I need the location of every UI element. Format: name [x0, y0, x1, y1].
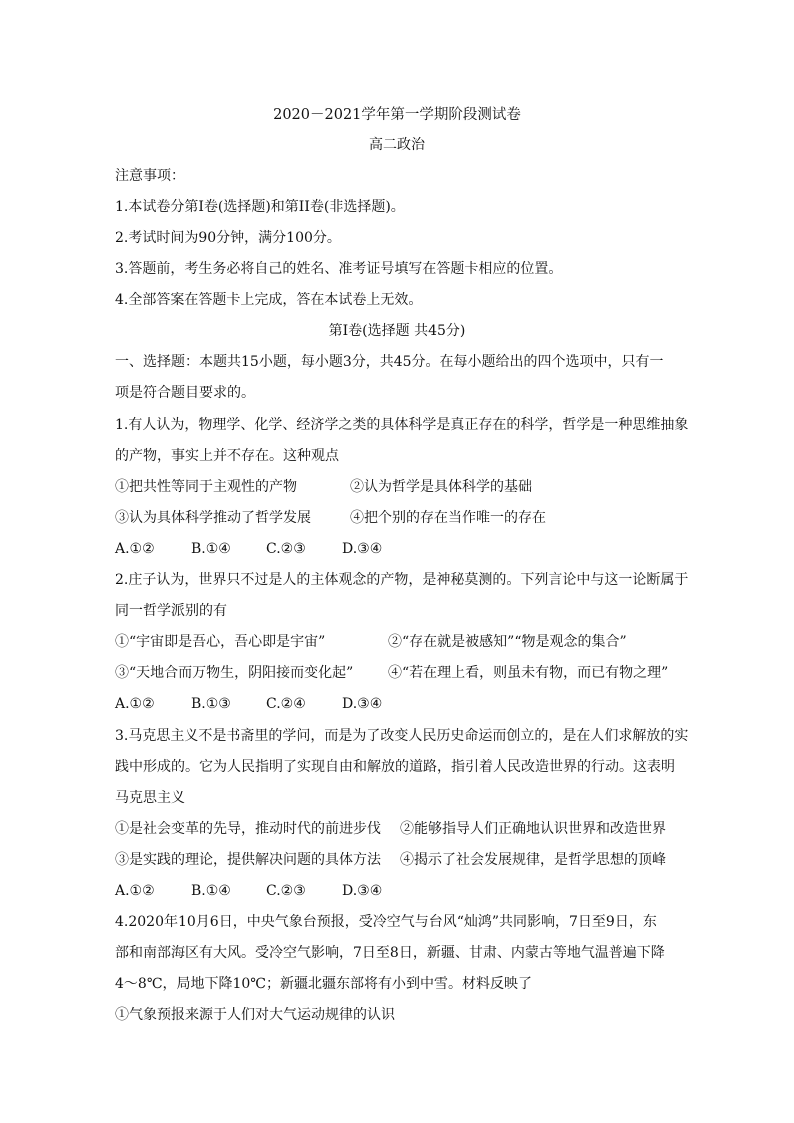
- answer-choice-b: B.①④: [191, 541, 231, 557]
- answer-choice-b: B.①④: [191, 883, 231, 899]
- question-stem: 的产物，事实上并不存在。这种观点: [115, 448, 339, 464]
- answer-choice-a: A.①②: [115, 696, 155, 712]
- statement: ④“若在理上看，则虽未有物，而已有物之理”: [388, 665, 669, 681]
- statement: ④揭示了社会发展规律，是哲学思想的顶峰: [400, 852, 666, 868]
- statement: ②认为哲学是具体科学的基础: [350, 479, 532, 495]
- note-item: 3.答题前，考生务必将自己的姓名、准考证号填写在答题卡相应的位置。: [115, 261, 563, 277]
- answer-choice-c: C.②③: [266, 541, 306, 557]
- statement: ②能够指导人们正确地认识世界和改造世界: [400, 821, 666, 837]
- notes-heading: 注意事项：: [115, 168, 185, 184]
- answer-choice-c: C.②④: [266, 696, 306, 712]
- statement: ③是实践的理论，提供解决问题的具体方法: [115, 852, 381, 868]
- statement: ③“天地合而万物生，阴阳接而变化起”: [115, 665, 354, 681]
- question-stem: 4.2020年10月6日，中央气象台预报，受冷空气与台风“灿鸿”共同影响，7日至9日，东: [115, 914, 657, 930]
- statement: ①气象预报来源于人们对大气运动规律的认识: [115, 1007, 395, 1023]
- section-intro: 项是符合题目要求的。: [115, 385, 255, 401]
- question-stem: 2.庄子认为，世界只不过是人的主体观念的产物，是神秘莫测的。下列言论中与这一论断属于: [115, 572, 689, 588]
- statement: ③认为具体科学推动了哲学发展: [115, 510, 311, 526]
- note-item: 2.考试时间为90分钟，满分100分。: [115, 230, 341, 246]
- exam-title: 2020－2021学年第一学期阶段测试卷: [273, 107, 521, 123]
- section-title: 第I卷(选择题 共45分): [328, 323, 466, 339]
- answer-choice-a: A.①②: [115, 541, 155, 557]
- exam-subject: 高二政治: [369, 137, 425, 153]
- question-stem: 4～8℃，局地下降10℃；新疆北疆东部将有小到中雪。材料反映了: [115, 976, 532, 992]
- question-stem: 3.马克思主义不是书斋里的学问，而是为了改变人民历史命运而创立的，是在人们求解放的实: [115, 728, 689, 744]
- question-stem: 践中形成的。它为人民指明了实现自由和解放的道路，指引着人民改造世界的行动。这表明: [115, 759, 675, 775]
- question-stem: 1.有人认为，物理学、化学、经济学之类的具体科学是真正存在的科学，哲学是一种思维抽象: [115, 417, 689, 433]
- answer-choice-c: C.②③: [266, 883, 306, 899]
- question-stem: 马克思主义: [115, 790, 185, 806]
- statement: ①把共性等同于主观性的产物: [115, 479, 297, 495]
- statement: ④把个别的存在当作唯一的存在: [350, 510, 546, 526]
- note-item: 1.本试卷分第I卷(选择题)和第II卷(非选择题)。: [115, 199, 405, 215]
- answer-choice-b: B.①③: [191, 696, 231, 712]
- answer-choice-a: A.①②: [115, 883, 155, 899]
- answer-choice-d: D.③④: [342, 541, 383, 557]
- section-intro: 一、选择题：本题共15小题，每小题3分，共45分。在每小题给出的四个选项中，只有一: [115, 354, 664, 370]
- note-item: 4.全部答案在答题卡上完成，答在本试卷上无效。: [115, 292, 423, 308]
- question-stem: 部和南部海区有大风。受冷空气影响，7日至8日，新疆、甘肃、内蒙古等地气温普遍下降: [115, 945, 665, 961]
- statement: ①是社会变革的先导，推动时代的前进步伐: [115, 821, 381, 837]
- statement: ②“存在就是被感知”“物是观念的集合”: [388, 634, 627, 650]
- answer-choice-d: D.③④: [342, 696, 383, 712]
- answer-choice-d: D.③④: [342, 883, 383, 899]
- statement: ①“宇宙即是吾心，吾心即是宇宙”: [115, 634, 326, 650]
- question-stem: 同一哲学派别的有: [115, 603, 227, 619]
